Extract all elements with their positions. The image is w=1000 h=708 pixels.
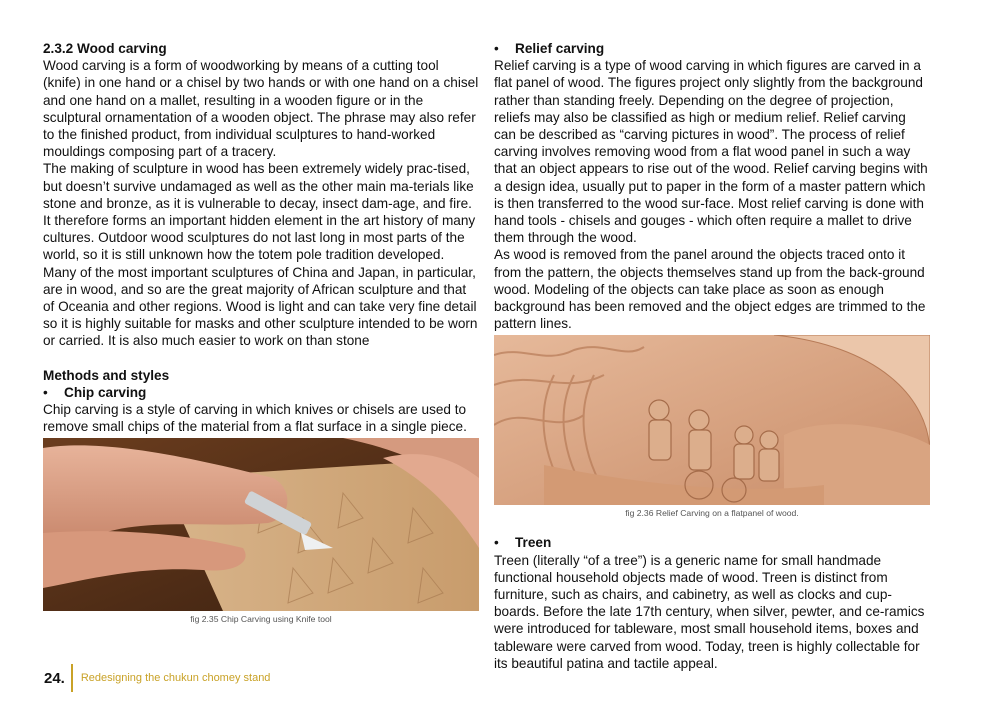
chip-carving-image: [43, 438, 479, 611]
chip-carving-text: Chip carving is a style of carving in which knives or chisels are used to remove small chips of the material from a flat surface in a single piece.: [43, 402, 467, 435]
history-paragraph: The making of sculpture in wood has been extremely widely prac-tised, but doesn’t survive undamaged as well as the other main ma-terials like stone and bronze, as it is vulnerable to decay, insect dam-age, and fire. It therefore forms an important hidden element in the art history of many cultures. Outdoor wood sculptures do not last long in most parts of the world, so it is still unknown how the totem pole tradition developed. Many of the most important sculptures of China and Japan, in particular, are in wood, and so are the great majority of African sculpture and that of Oceania and other regions. Wood is light and can take very fine detail so it is highly suitable for masks and other sculpture intended to be worn or carried. It is also much easier to work on than stone: [43, 161, 478, 349]
relief-heading-label: Relief carving: [515, 41, 605, 56]
treen-heading-label: Treen: [515, 535, 552, 551]
page-footer: [44, 664, 270, 692]
intro-paragraph: Wood carving is a form of woodworking by means of a cutting tool (knife) in one hand or a chisel by two hands or with one hand on a chisel and one hand on a mallet, resulting in a wooden figure or in the sculptural ornamentation of a wooden object. The phrase may also refer to the finished product, from individual sculptures to hand-worked mouldings composing part of a tracery.: [43, 58, 479, 160]
relief-carving-image: [494, 335, 930, 505]
relief-carving-heading: [494, 40, 930, 57]
bullet-mark: •: [494, 41, 499, 56]
section-heading: 2.3.2 Wood carving: [43, 41, 167, 56]
relief-carving-caption: fig 2.36 Relief Carving on a flatpanel of wood.: [625, 508, 799, 519]
chip-heading-label: Chip carving: [64, 384, 147, 400]
relief-carving-text-2: As wood is removed from the panel around the objects traced onto it from the pattern, the objects themselves stand up from the back-ground wood. Modeling of the objects can take place as soon as enough background has been removed and the object edges are trimmed to the pattern lines.: [494, 247, 926, 332]
treen-heading: [494, 534, 930, 551]
relief-carving-text: Relief carving is a type of wood carving in which figures are carved in a flat panel of wood. The figures project only slightly from the background rather than standing freely. Depending on the degree of projection, reliefs may also be classified as high or medium relief. Relief carving can be described as “carving pictures in wood”. The process of relief carving involves removing wood from a flat wood panel in such a way that an object appears to rise out of the wood. Relief carving begins with a design idea, usually put to paper in the form of a master pattern which is then transferred to the wood sur-face. Most relief carving is done with hand tools - chisels and gouges - which often require a mallet to drive them through the wood.: [494, 58, 928, 246]
chip-carving-heading: [43, 384, 479, 401]
right-column: [494, 40, 930, 672]
treen-text: Treen (literally “of a tree”) is a generic name for small handmade functional household objects made of wood. Treen is distinct from furniture, such as chairs, and cabinetry, as well as clocks and cup-boards. Before the late 17th century, when silver, pewter, and ce-ramics were introduced for tableware, most small household items, boxes and tableware were carved from wood. Today, treen is highly collectable for its beautiful patina and tactile appeal.: [494, 552, 925, 671]
left-column: [43, 40, 479, 625]
chip-carving-photo: [43, 438, 479, 611]
running-title: Redesigning the chukun chomey stand: [80, 672, 271, 684]
bullet-mark: •: [494, 535, 499, 551]
chip-carving-caption: fig 2.35 Chip Carving using Knife tool: [190, 614, 332, 625]
footer-divider: [71, 664, 73, 692]
bullet-mark: •: [43, 384, 48, 400]
methods-heading: Methods and styles: [43, 367, 170, 383]
relief-carving-photo: [494, 335, 930, 505]
page-number: 24.: [44, 669, 65, 687]
